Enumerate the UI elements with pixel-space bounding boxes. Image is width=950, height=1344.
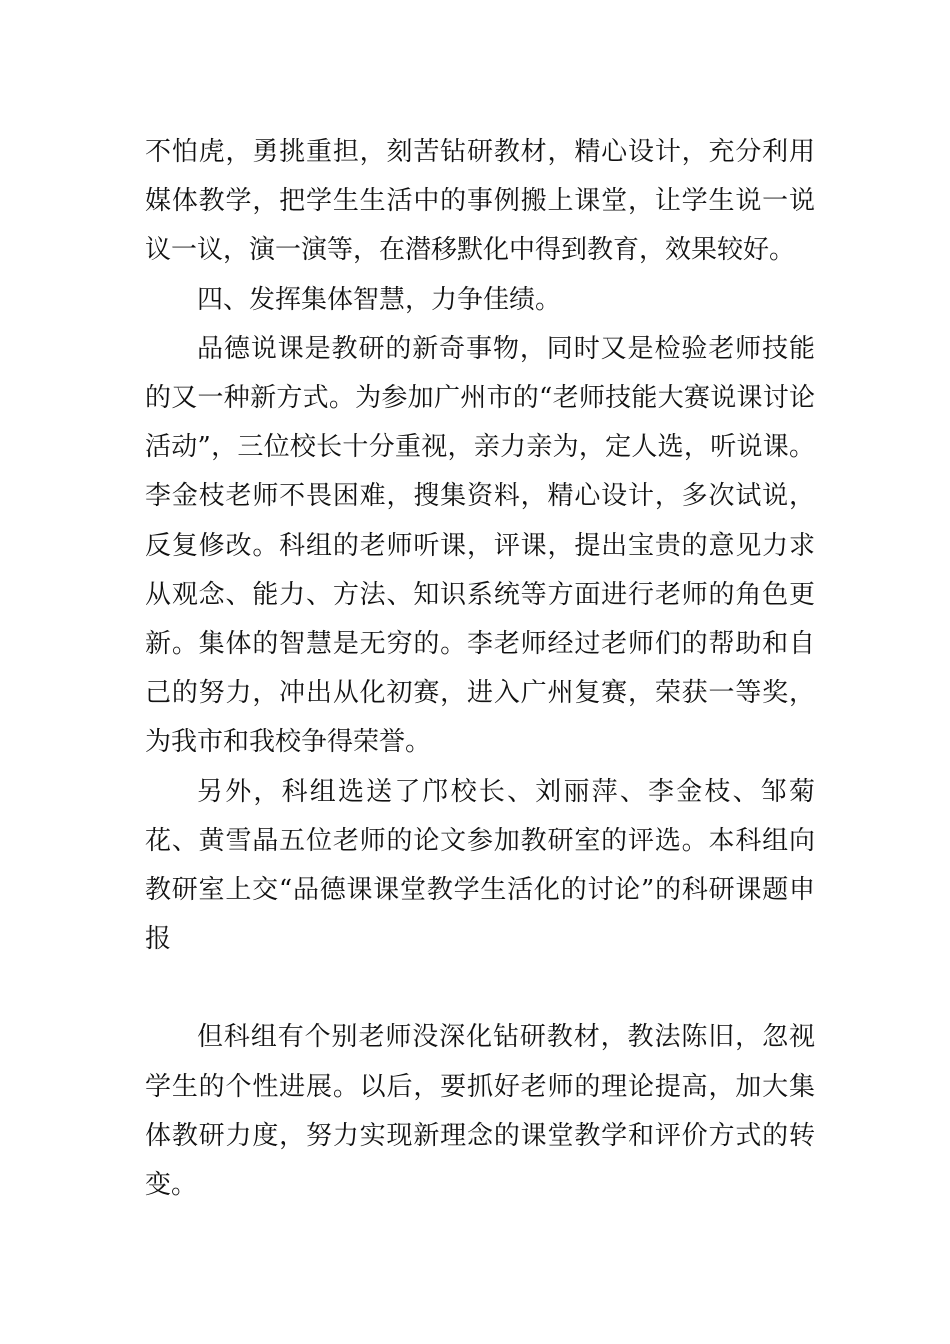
blank-line — [145, 964, 815, 1013]
paragraph-continuation: 不怕虎，勇挑重担，刻苦钻研教材，精心设计，充分利用媒体教学，把学生生活中的事例搬上课堂，让学生说一说议一议，演一演等，在潜移默化中得到教育，效果较好。 — [145, 137, 815, 266]
paragraph-body: 品德说课是教研的新奇事物，同时又是检验老师技能的又一种新方式。为参加广州市的“老师技能大赛说课讨论活动”，三位校长十分重视，亲力亲为，定人选，听说课。李金枝老师不畏困难，搜集资料，精心设计，多次试说，反复修改。科组的老师听课，评课，提出宝贵的意见力求从观念、能力、方法、知识系统等方面进行老师的角色更新。集体的智慧是无穷的。李老师经过老师们的帮助和自己的努力，冲出从化初赛，进入广州复赛，荣获一等奖，为我市和我校争得荣誉。 — [145, 333, 815, 758]
paragraph-body: 但科组有个别老师没深化钻研教材，教法陈旧，忽视学生的个性进展。以后，要抓好老师的理论提高，加大集体教研力度，努力实现新理念的课堂教学和评价方式的转变。 — [145, 1022, 815, 1201]
section-heading: 四、发挥集体智慧，力争佳绩。 — [197, 284, 562, 315]
paragraph-body: 另外，科组选送了邝校长、刘丽萍、李金枝、邹菊花、黄雪晶五位老师的论文参加教研室的评选。本科组向教研室上交“品德课课堂教学生活化的讨论”的科研课题申报 — [145, 776, 815, 955]
document-page — [145, 128, 815, 1210]
